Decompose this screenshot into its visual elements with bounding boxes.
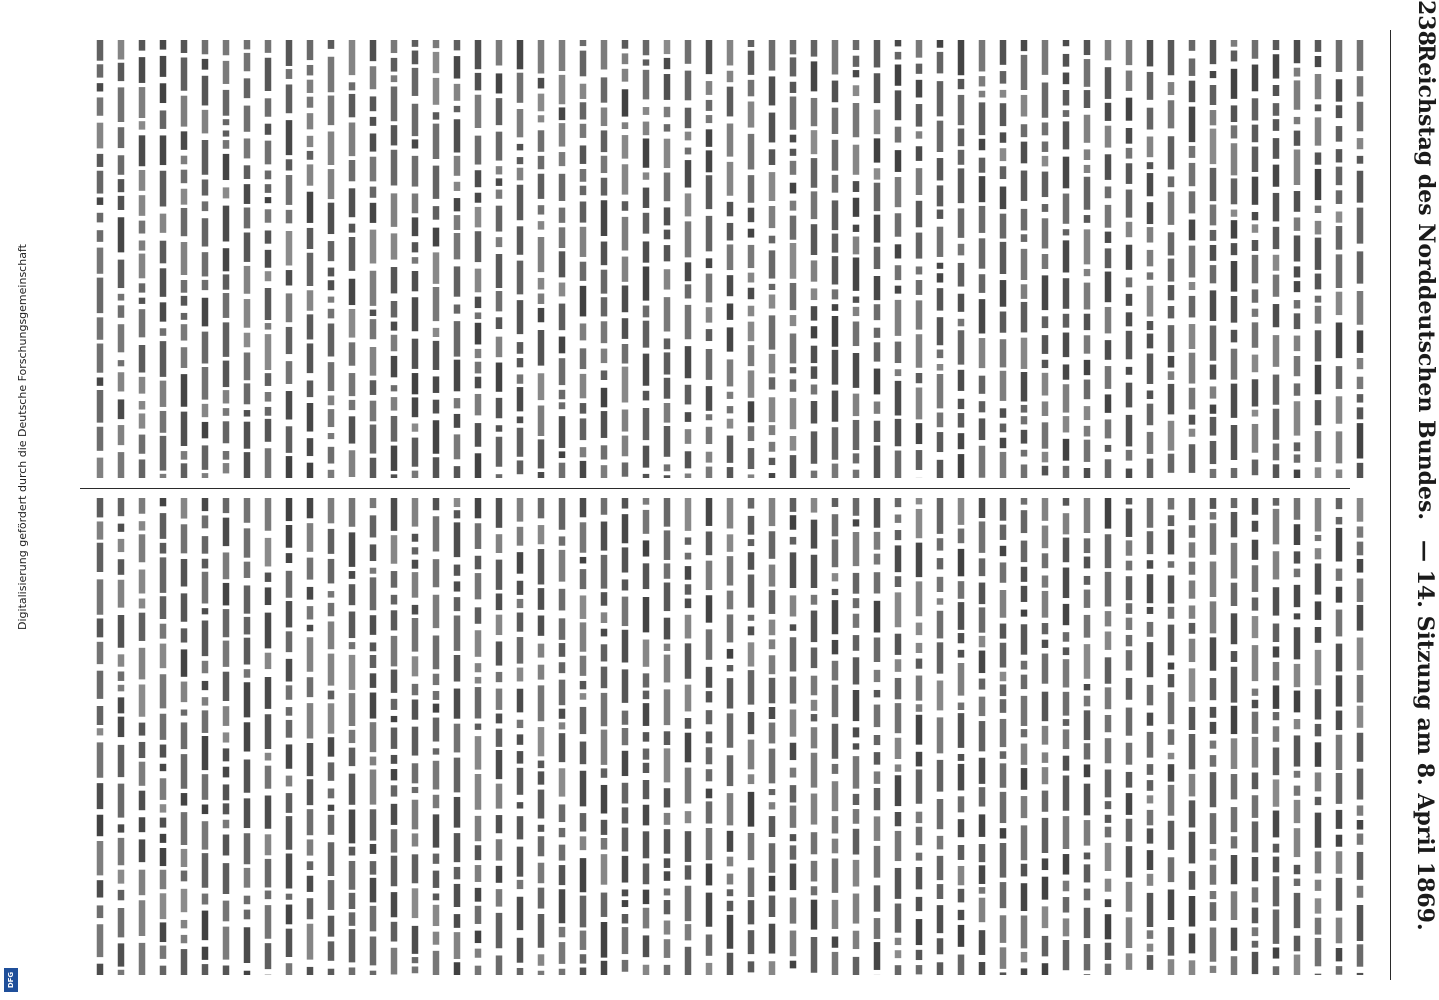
text-column-lower (100, 498, 1360, 975)
dfg-logo-text: DFG (7, 971, 15, 989)
page-number: 238 (1413, 0, 1439, 46)
digitization-credit: Digitalisierung gefördert durch die Deutsche Forschungsgemeinschaft (16, 244, 29, 630)
running-header-left: Reichstag des Norddeutschen Bundes. (1413, 44, 1439, 521)
dfg-logo (4, 968, 18, 992)
text-column-upper (100, 40, 1360, 478)
running-header-right: — 14. Sitzung am 8. April 1869. (1412, 540, 1438, 931)
